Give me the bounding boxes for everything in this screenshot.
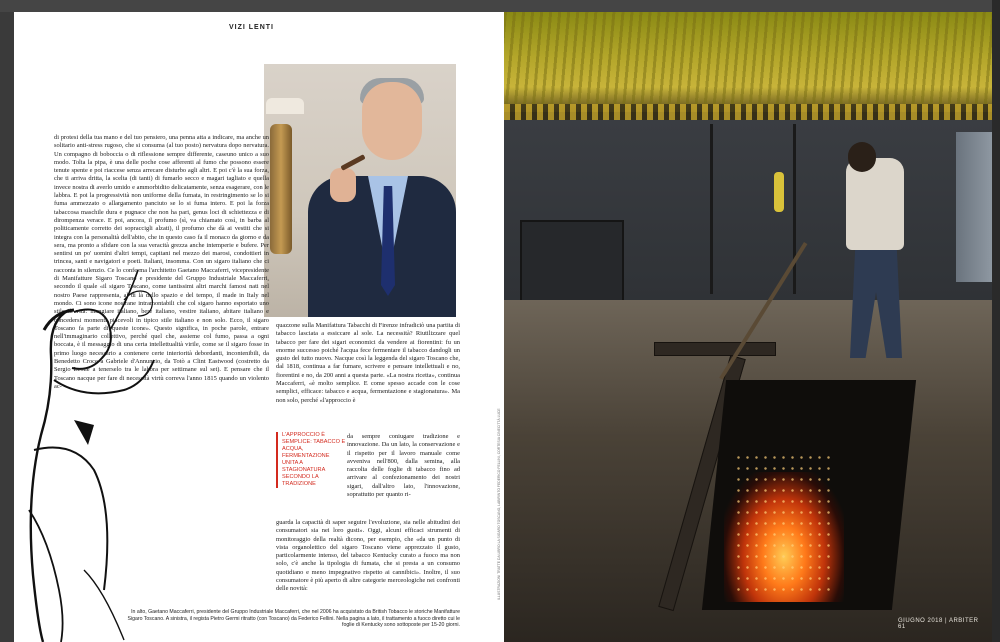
fellini-sketch-illustration — [14, 270, 159, 642]
body-text-col1: di protesi della tua mano e del tuo pensiero, una penna atta a indicare, ma anche un solitario anti-stress rugoso, che si consuma (al tuo posto) nervatura dopo nervatura. Un compagno di boboccia o di riflessione sempre differente, caseuno unico a suo modo. Tolta la pipa, è una delle poche cose afferenti al fumo che possono essere tenute spente e poi riaccese senza arrecare disturbo agli altri. E poi c'è la sua forza, che ti arriva dritta, la scelta (di tanti) di fumarlo secco e magari tagliato e quella invece nostra di averlo umido e ammorbidito delicatamente, senza esagerare, con le labbra. E poi la progressività non uniforme della fumata, in restringimento se lo si fuma ammezzato o allargamento panciuto se lo si fuma intero. E poi la forza tabaccosa maschile dura e pugnace che non ha pari, genus loci di schiettezza e di dirompenza verace. E poi, ancora, il profumo (sì, va chiamato così, in barba al politicamente corretto dei sopraccigli alzati), il profumo che dà ai vestiti che si integra con la personalità dell'abito, che in questo caso fa il monaco da giorno e da sera, ma pronto a sfidare con la sua veracità grezza anche intemperie e bufere. Per sentirsi un po' uomini d'altri tempi, capitani nel mezzo dei marosi, condottieri in trincea, santi e navigatori e poeti. Italiani, insomma. Con un sigaro italiano che ci racconta in silenzio. Ce lo conferma l'architetto Gaetano Maccaferri, vicepresidente di Manifatture Sigaro Toscano e presidente del Gruppo Industriale Maccaferri, secondo il quale «il sigaro Toscano, come tantissimi altri marchi famosi nati nel nostro Paese rappresenta, al di là dello spazio e del tempo, il made in Italy nel mondo. Ci sono icone nostrane intramontabili che col sigaro hanno esportato uno stile di vita: mangiare italiano, bere italiano, vestire italiano, abitare italiano e concedersi momenti piacevoli in tipico stile italiano e non solo. Ecco, il sigaro Toscano fa parte di queste icone». Questo significa, in poche parole, entrare nell'immaginario collettivo, perché quel che, assieme col fumo, passa a ogni boccata, è il messaggio di una certa intellettualità virile, come se il sigaro fosse in primo luogo necessario a contenere certe interiorità debordanti, incontenibili, da Benedetto Croce a Gabriele d'Annunzio, da Totò a Clint Eastwood (costretto da Sergio Leone a tenerselo tra le labbra per settimane sul set). E pensare che il Toscano nacque per fare di necessità virtù correva l'anno 1815 quando un violento ac- — [54, 134, 269, 390]
cigar — [340, 154, 365, 171]
body-column-2-mid — [347, 433, 460, 499]
folio-issue: GIUGNO 2018 — [898, 618, 943, 624]
tobacco-leaves — [504, 12, 992, 112]
folio-magazine: ARBITER — [948, 618, 979, 624]
body-column-2-bottom — [276, 519, 460, 594]
tobacco-leaves-fringe — [504, 104, 992, 120]
pull-quote: L'APPROCCIO È SEMPLICE: TABACCO E ACQUA, FERMENTAZIONE UNITA A STAGIONATURA SECONDO LA TRADIZIONE — [276, 432, 346, 488]
body-text-col2-top: quazzone sulla Manifattura Tabacchi di Firenze infradiciò una partita di tabacco lasciata a essiccare al sole. La necessità? Riutilizzare quel tabacco per fare dei sigari economici da vendere ai fiorentini: fu un enorme successo poiché l'acqua fece fermentare il tabacco dandogli un gusto del tutto nuovo. Nacque così la leggenda del sigaro Toscano che, dal 1818, continua a far fumare, scrivere e pensare intellettuali e no, fiorentini e no, da 200 anni a questa parte. «La nostra ricetta», continua Maccaferri, «è molto semplice. E come spesso accade con le cose semplici, efficace: tabacco e acqua, fermentazione e stagionatura». Ma non solo, perché «l'approccio è — [276, 322, 460, 404]
worker-body — [846, 158, 904, 250]
lamp-base — [270, 124, 292, 254]
lamp-shade — [266, 98, 304, 114]
photo-caption: In alto, Gaetano Maccaferri, presidente del Gruppo Industriale Maccaferri, che nel 2006 ha acquistato da British Tobacco le storiche Manifatture Sigaro Toscano. A sinistra, il regista Pietro Germi ritratto (con Toscano) da Federico Fellini. Nella pagina a lato, il trattamento a fuoco diretto cui le foglie di Kentucky sono sottoposte per 15-20 giorni. — [127, 609, 460, 629]
head — [362, 82, 422, 160]
hand — [330, 168, 356, 202]
window — [956, 132, 992, 282]
wooden-beam-top — [654, 342, 776, 356]
body-column-2-top — [276, 322, 460, 405]
top-background — [0, 0, 1000, 12]
body-text-col2-bottom: guarda la capacità di saper seguire l'evoluzione, sia nelle abitudini dei consumatori sia nei loro gusti». Oggi, alcuni efficaci strumenti di monitoraggio della realtà dicono, per esempio, che «da un punto di vista organolettico del sigaro Toscano viene apprezzato il gusto, particolarmente intenso, del tabacco Kentucky curato a fuoco ma non solo, c'è anche la tipologia di fumata, che si presta a un consumo quotidiano e meno impegnativo rispetto ai cannibici». Inoltre, il suo consumatore è più aperto di altre categorie merceologiche nei confronti delle novità: — [276, 519, 460, 593]
left-page — [14, 12, 504, 642]
hanging-rag — [774, 172, 784, 212]
body-text-col2-mid: da sempre coniugare tradizione e innovazione. Da un lato, la conservazione e il rispetto per il lavoro manuale come avveniva nell'800, dalla semina, alla raccolta delle foglie di tabacco fino ad arrivare al confezionamento dei nostri sigari, dall'altro lato, l'innovazione, soprattutto per quanto ri- — [347, 433, 460, 499]
section-header: VIZI LENTI — [229, 24, 274, 31]
page-folio: GIUGNO 2018 | ARBITER 61 — [898, 618, 979, 630]
fire-sparks — [734, 452, 834, 592]
folio-page-number: 61 — [898, 624, 906, 630]
cart — [520, 220, 624, 308]
photo-credit — [497, 510, 501, 600]
right-edge-strip — [992, 0, 1000, 642]
right-page-photo — [504, 12, 992, 642]
worker-head — [848, 142, 876, 172]
portrait-photo — [264, 64, 456, 317]
